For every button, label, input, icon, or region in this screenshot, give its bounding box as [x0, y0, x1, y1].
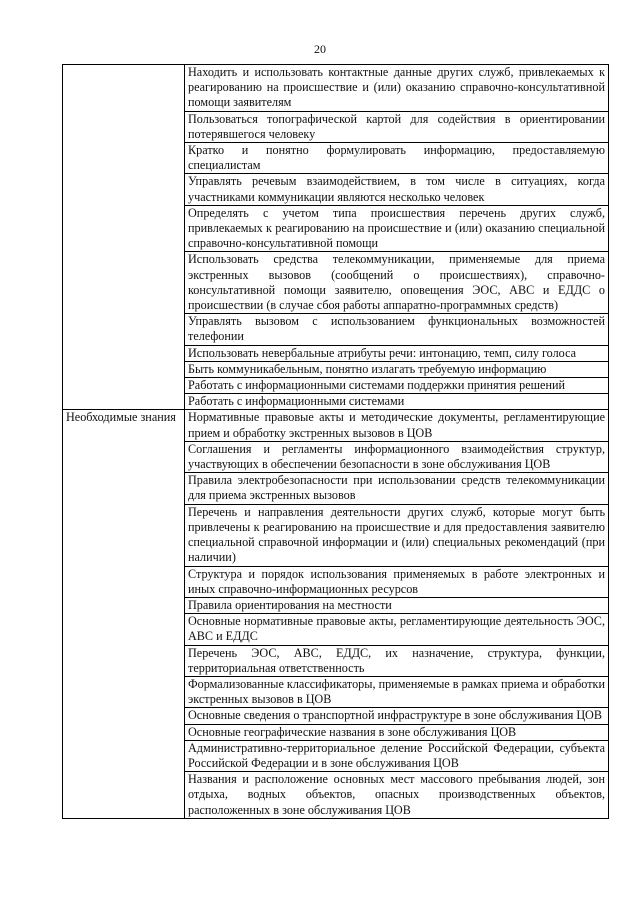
knowledge-item: Основные сведения о транспортной инфраструктуре в зоне обслуживания ЦОВ: [185, 708, 609, 724]
knowledge-item: Названия и расположение основных мест массового пребывания людей, зон отдыха, водных объектов, опасных производственных объектов, расположенных в зоне обслуживания ЦОВ: [185, 772, 609, 819]
page-number: 20: [314, 42, 326, 56]
knowledge-item: Перечень ЭОС, АВС, ЕДДС, их назначение, структура, функции, территориальная ответственность: [185, 645, 609, 676]
knowledge-item: Формализованные классификаторы, применяемые в рамках приема и обработки экстренных вызовов в ЦОВ: [185, 676, 609, 707]
skill-item: Кратко и понятно формулировать информацию, предоставляемую специалистам: [185, 143, 609, 174]
skill-item: Управлять вызовом с использованием функциональных возможностей телефонии: [185, 314, 609, 345]
skill-item: Находить и использовать контактные данные других служб, привлекаемых к реагированию на происшествие и (или) оказанию справочно-консультативной помощи заявителям: [185, 65, 609, 112]
knowledge-item: Соглашения и регламенты информационного взаимодействия структур, участвующих в обеспечении безопасности в зоне обслуживания ЦОВ: [185, 441, 609, 472]
knowledge-item: Структура и порядок использования применяемых в работе электронных и иных справочно-информационных ресурсов: [185, 566, 609, 597]
empty-label-cell: [63, 65, 185, 410]
table-row: [63, 65, 609, 112]
table-row: [63, 410, 609, 441]
knowledge-item: Административно-территориальное деление Российской Федерации, субъекта Российской Федерации и в зоне обслуживания ЦОВ: [185, 740, 609, 771]
skill-item: Использовать невербальные атрибуты речи: интонацию, темп, силу голоса: [185, 345, 609, 361]
skill-item: Определять с учетом типа происшествия перечень других служб, привлекаемых к реагированию на происшествие и (или) оказанию специальной справочно-консультативной помощи: [185, 205, 609, 252]
skill-item: Управлять речевым взаимодействием, в том числе в ситуациях, когда участниками коммуникации являются несколько человек: [185, 174, 609, 205]
knowledge-item: Нормативные правовые акты и методические документы, регламентирующие прием и обработку экстренных вызовов в ЦОВ: [185, 410, 609, 441]
knowledge-label: Необходимые знания: [63, 410, 185, 818]
skill-item: Пользоваться топографической картой для содействия в ориентировании потерявшегося человеку: [185, 111, 609, 142]
skill-item: Работать с информационными системами: [185, 394, 609, 410]
knowledge-item: Перечень и направления деятельности других служб, которые могут быть привлечены к реагированию на происшествие и для предоставления заявителю специальной справочной информации и (или) специальных рекомендаций (при наличии): [185, 504, 609, 566]
skill-item: Работать с информационными системами поддержки принятия решений: [185, 378, 609, 394]
knowledge-item: Правила электробезопасности при использовании средств телекоммуникации для приема экстренных вызовов: [185, 473, 609, 504]
competency-table: [62, 64, 609, 819]
knowledge-item: Правила ориентирования на местности: [185, 597, 609, 613]
knowledge-item: Основные географические названия в зоне обслуживания ЦОВ: [185, 724, 609, 740]
skill-item: Использовать средства телекоммуникации, применяемые для приема экстренных вызовов (сообщений о происшествиях), справочно-консультативной помощи заявителю, оповещения ЭОС, АВС и ЕДДС о происшествии (в случае сбоя работы аппаратно-программных средств): [185, 252, 609, 314]
skill-item: Быть коммуникабельным, понятно излагать требуемую информацию: [185, 361, 609, 377]
knowledge-item: Основные нормативные правовые акты, регламентирующие деятельность ЭОС, АВС и ЕДДС: [185, 614, 609, 645]
